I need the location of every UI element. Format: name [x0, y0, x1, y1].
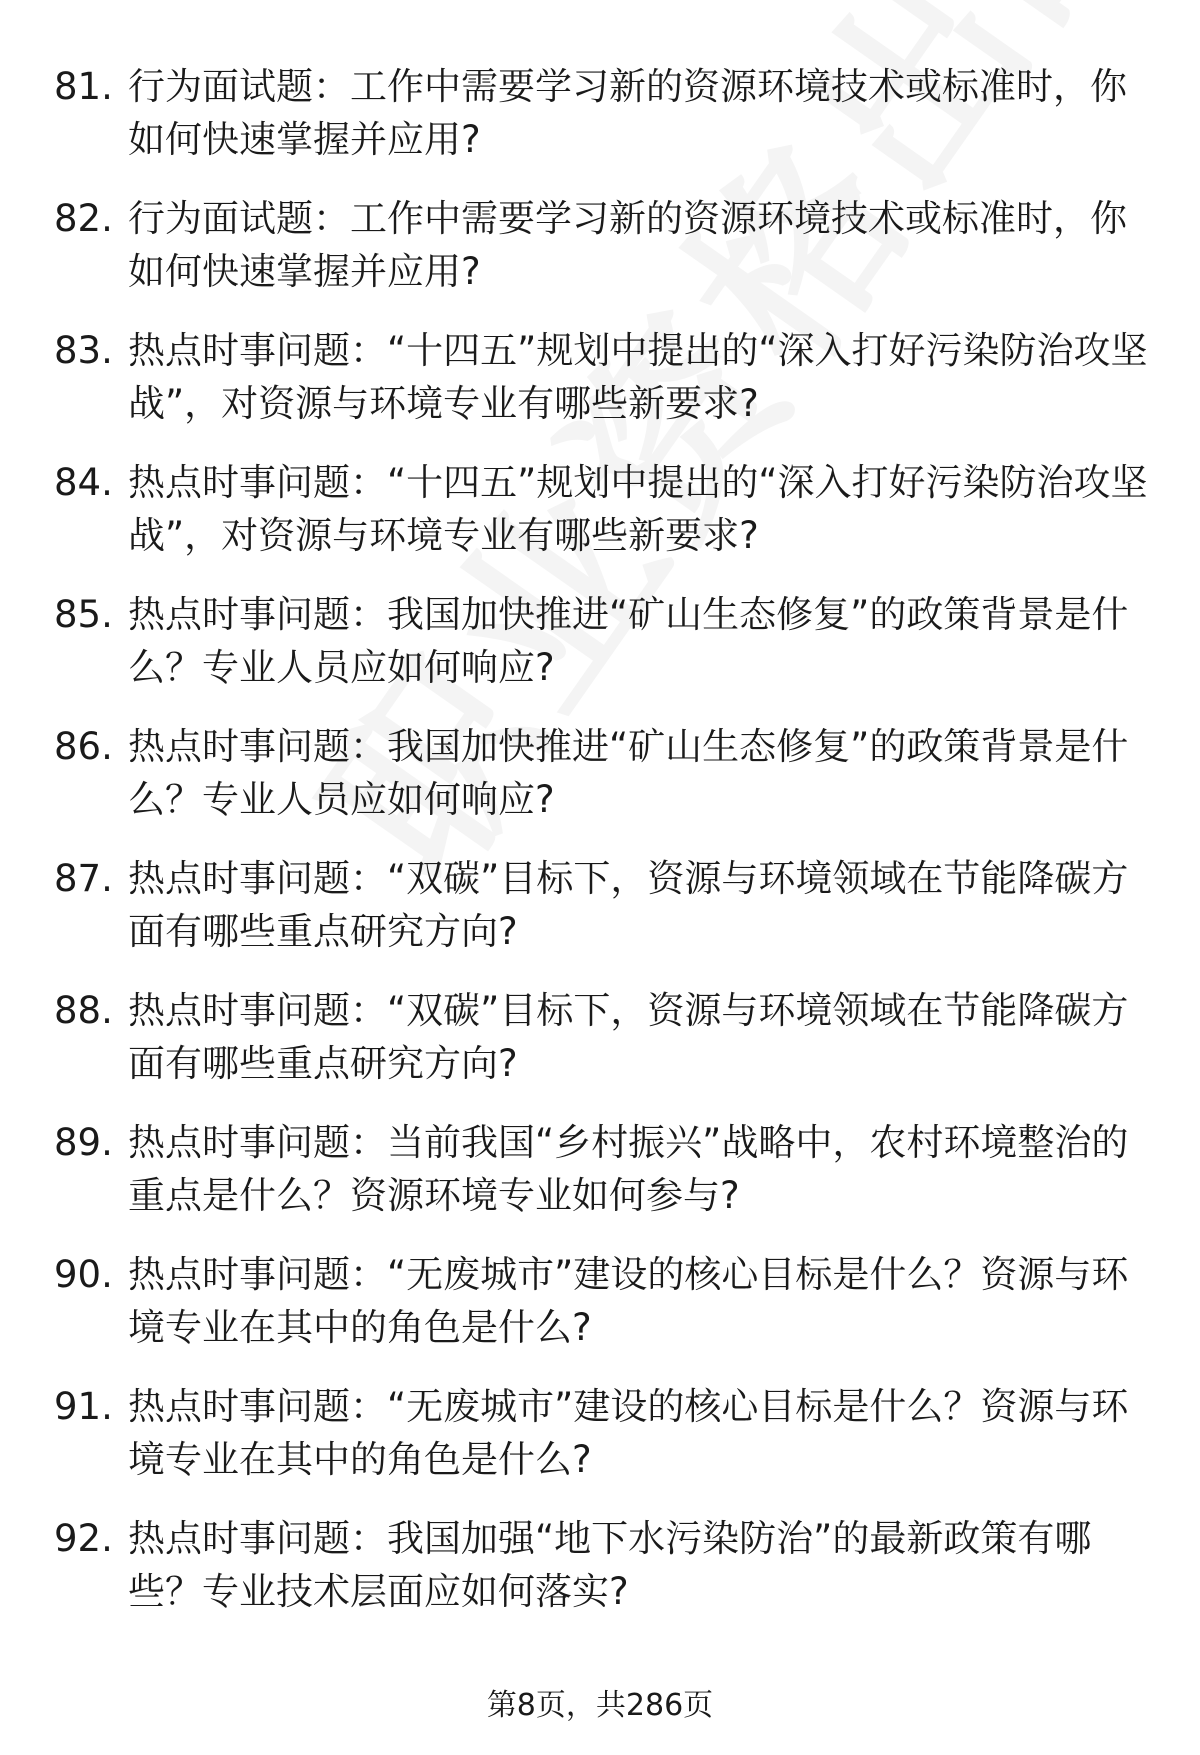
question-item [54, 1512, 1154, 1644]
question-item [54, 456, 1154, 588]
question-item [54, 1380, 1154, 1512]
question-number: 92. [54, 1517, 113, 1560]
question-number: 86. [54, 725, 113, 768]
question-item [54, 984, 1154, 1116]
question-item [54, 720, 1154, 852]
question-text: 热点时事问题：我国加快推进“矿山生态修复”的政策背景是什么？专业人员应如何响应? [128, 593, 1129, 689]
question-text: 热点时事问题：“十四五”规划中提出的“深入打好污染防治攻坚战”，对资源与环境专业有哪些新要求? [128, 329, 1148, 425]
question-number: 90. [54, 1253, 113, 1296]
question-text: 热点时事问题：我国加快推进“矿山生态修复”的政策背景是什么？专业人员应如何响应? [128, 725, 1129, 821]
question-item [54, 1248, 1154, 1380]
question-number: 87. [54, 857, 113, 900]
question-number: 84. [54, 461, 113, 504]
question-item [54, 588, 1154, 720]
question-number: 83. [54, 329, 113, 372]
question-list [54, 60, 1154, 1644]
question-text: 热点时事问题：当前我国“乡村振兴”战略中，农村环境整治的重点是什么？资源环境专业如何参与? [128, 1121, 1129, 1217]
question-text: 热点时事问题：“无废城市”建设的核心目标是什么？资源与环境专业在其中的角色是什么? [128, 1385, 1129, 1481]
question-item [54, 1116, 1154, 1248]
question-text: 行为面试题：工作中需要学习新的资源环境技术或标准时，你如何快速掌握并应用? [128, 65, 1127, 161]
question-number: 82. [54, 197, 113, 240]
question-text: 热点时事问题：“十四五”规划中提出的“深入打好污染防治攻坚战”，对资源与环境专业有哪些新要求? [128, 461, 1148, 557]
question-number: 91. [54, 1385, 113, 1428]
question-number: 88. [54, 989, 113, 1032]
question-text: 热点时事问题：“无废城市”建设的核心目标是什么？资源与环境专业在其中的角色是什么? [128, 1253, 1129, 1349]
question-text: 热点时事问题：“双碳”目标下，资源与环境领域在节能降碳方面有哪些重点研究方向? [128, 989, 1129, 1085]
question-text: 热点时事问题：我国加强“地下水污染防治”的最新政策有哪些？专业技术层面应如何落实? [128, 1517, 1092, 1613]
question-number: 89. [54, 1121, 113, 1164]
question-text: 热点时事问题：“双碳”目标下，资源与环境领域在节能降碳方面有哪些重点研究方向? [128, 857, 1129, 953]
page-number-footer: 第8页，共286页 [486, 1688, 714, 1723]
question-item [54, 60, 1154, 192]
question-item [54, 324, 1154, 456]
question-text: 行为面试题：工作中需要学习新的资源环境技术或标准时，你如何快速掌握并应用? [128, 197, 1127, 293]
question-item [54, 852, 1154, 984]
question-number: 85. [54, 593, 113, 636]
question-item [54, 192, 1154, 324]
question-number: 81. [54, 65, 113, 108]
